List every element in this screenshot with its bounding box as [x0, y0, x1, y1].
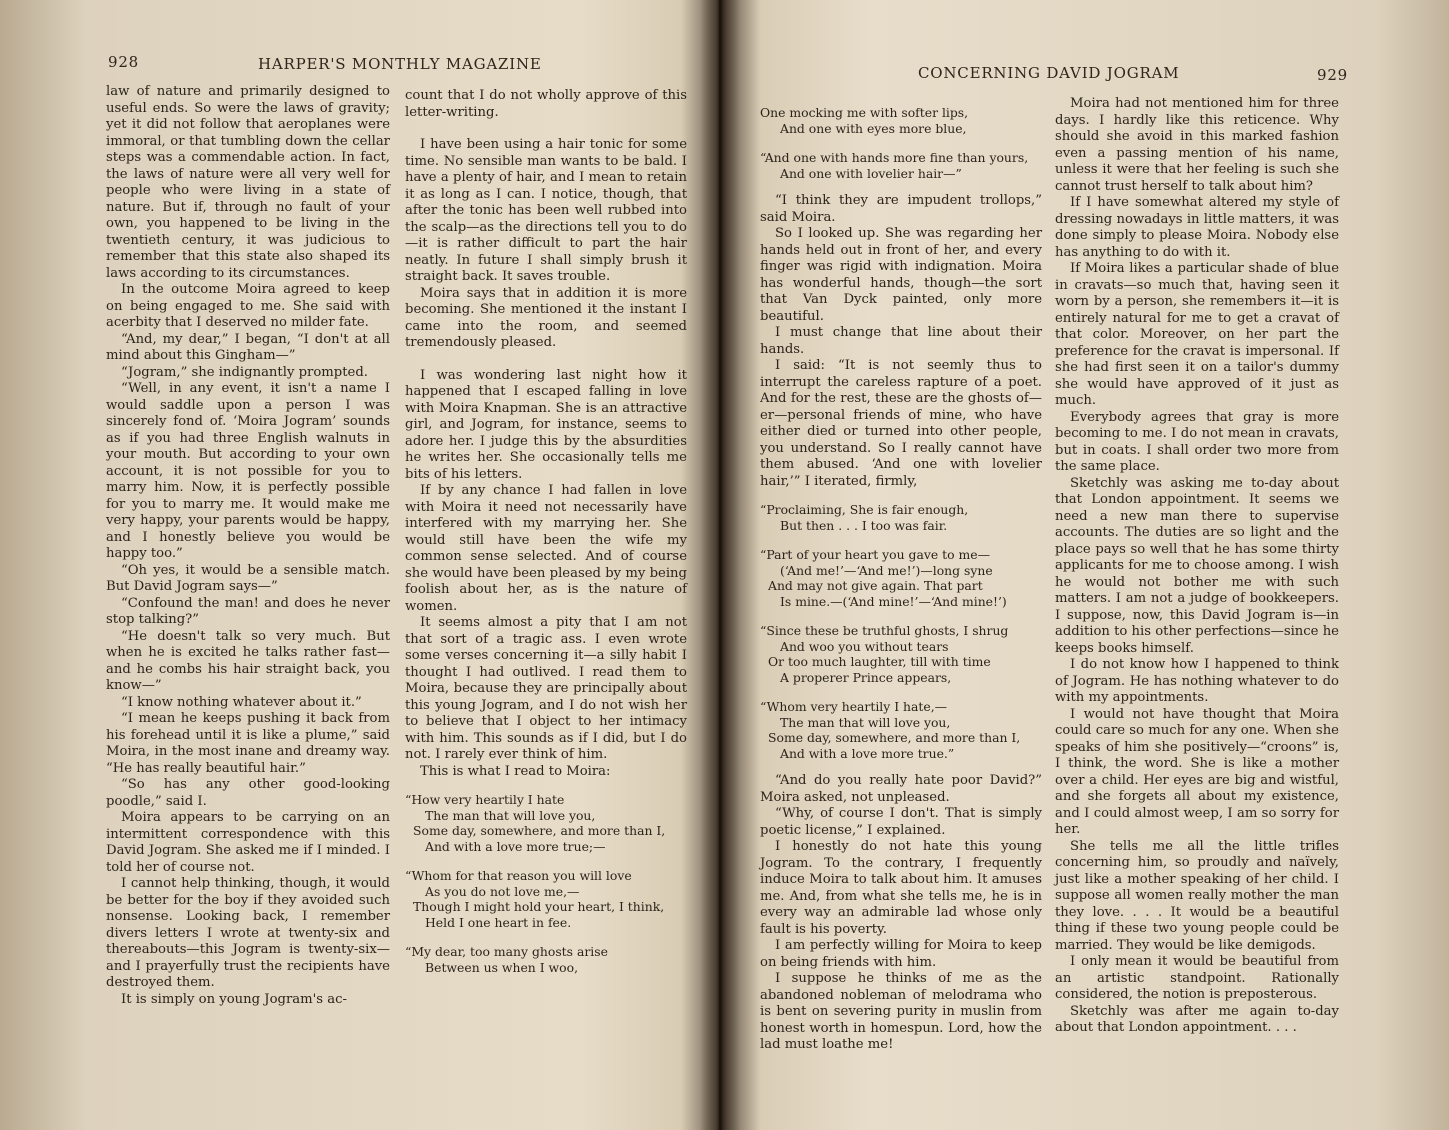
paragraph: “Why, of course I don't. That is simply poetic license,” I explained. [760, 806, 1042, 838]
book-gutter [700, 0, 740, 1130]
paragraph: It seems almost a pity that I am not that sort of a tragic ass. I even wrote some verses concerning it—a silly habit I thought I had outlived. I read them to Moira, because they are principally about this young Jogram, and I do not wish her to believe that I object to her intimacy with him. This sounds as if I did, but I do not. I rarely ever think of him. [405, 615, 687, 762]
paragraph: I am perfectly willing for Moira to keep on being friends with him. [760, 938, 1042, 970]
verse-line: Some day, somewhere, and more than I, [413, 823, 666, 838]
verse-line: A properer Prince appears, [780, 669, 952, 685]
right-running-head: CONCERNING DAVID JOGRAM [918, 64, 1180, 82]
paragraph: “So has any other good-looking poodle,” said I. [106, 777, 390, 809]
verse-line: “My dear, too many ghosts arise [405, 944, 608, 959]
right-page-number: 929 [1317, 66, 1349, 84]
poem-verses-continued [760, 105, 1042, 181]
verse-line: And with a love more true;— [425, 838, 606, 854]
paragraph: “I know nothing whatever about it.” [121, 694, 362, 710]
verse-line: “Part of your heart you gave to me— [760, 547, 990, 562]
verse-stanza [760, 150, 1042, 181]
right-page-column-1 [760, 93, 1042, 1054]
column-2-paragraphs [405, 88, 687, 780]
paragraph: It is simply on young Jogram's ac- [121, 991, 347, 1007]
paragraph: “Confound the man! and does he never stop talking?” [106, 595, 390, 627]
verse-stanza [760, 623, 1042, 685]
paragraph: “Well, in any event, it isn't a name I would saddle upon a person I was sincerely fond of. ‘Moira Jogram’ sounds as if you had three English walnuts in your mouth. But according to your own account, it is not possible for you to marry him. Now, it is perfectly possible for you to marry me. It would make me very happy, your parents would be happy, and I honestly believe you would be happy too.” [106, 381, 390, 561]
paragraph: “Jogram,” she indignantly prompted. [121, 364, 368, 380]
paragraph: law of nature and primarily designed to useful ends. So were the laws of gravity; yet it did not follow that aeroplanes were immoral, or that tumbling down the cellar steps was a commendable action. In fact, the laws of nature were all very well for people who were living in a state of nature. But if, through no fault of your own, you happened to be living in the twentieth century, it was judicious to remember that this state also shaped its laws according to its circumstances. [106, 84, 390, 281]
verse-line: Or too much laughter, till with time [768, 654, 991, 669]
left-page-column-2 [405, 88, 687, 987]
verse-line: Though I might hold your heart, I think, [413, 899, 665, 914]
paragraph: I must change that line about their hands. [760, 325, 1042, 357]
paragraph: “And do you really hate poor David?” Moira asked, not unpleased. [760, 773, 1042, 805]
verse-stanza [405, 944, 687, 975]
verse-line: (‘And me!’—‘And me!’)—long syne [780, 562, 993, 578]
verse-line: “Whom for that reason you will love [405, 868, 632, 883]
left-page-number: 928 [108, 53, 140, 71]
paragraph: I only mean it would be beautiful from an artistic standpoint. Rationally considered, the notion is preposterous. [1055, 954, 1339, 1002]
verse-line: “How very heartily I hate [405, 792, 565, 807]
paragraph: count that I do not wholly approve of this letter-writing. [405, 88, 687, 120]
verse-line: And one with lovelier hair—” [780, 165, 962, 181]
verse-line: But then . . . I too was fair. [780, 517, 948, 533]
verse-line: And one with eyes more blue, [780, 120, 967, 136]
paragraph: Moira says that in addition it is more becoming. She mentioned it the instant I came into the room, and seemed tremendously pleased. [405, 285, 687, 350]
paragraph: Sketchly was asking me to-day about that London appointment. It seems we need a new man there to supervise accounts. The duties are so light and the place pays so well that he has some thirty applicants for me to choose among. I wish he would not bother me with such matters. I am not a judge of bookkeepers. I suppose, now, this David Jogram is—in addition to his other perfections—since he keeps books himself. [1055, 475, 1339, 656]
left-page-column-1 [106, 84, 390, 1008]
paragraph: This is what I read to Moira: [420, 763, 611, 779]
paragraph: If by any chance I had fallen in love with Moira it need not necessarily have interfered with my marrying her. She would still have been the wife my common sense selected. And of course she would have been pleased by my being foolish about her, as is the nature of women. [405, 483, 687, 614]
verse-line: Some day, somewhere, and more than I, [768, 730, 1021, 745]
verse-line: Held I one heart in fee. [425, 914, 572, 930]
paragraph: I would not have thought that Moira could care so much for any one. When she speaks of him she positively—“croons” is, I think, the word. She is like a mother over a child. Her eyes are big and wistful, and she forgets all about my existence, and I could almost weep, I am so sorry for her. [1055, 706, 1339, 837]
paragraph: I honestly do not hate this young Jogram. To the contrary, I frequently induce Moira to talk about him. It amuses me. And, from what she tells me, he is in every way an admirable lad whose only fault is his poverty. [760, 839, 1042, 937]
verse-stanza [405, 868, 687, 930]
column-3-paragraphs-a [760, 193, 1042, 490]
paragraph: “Oh yes, it would be a sensible match. But David Jogram says—” [106, 562, 390, 594]
paragraph: Sketchly was after me again to-day about that London appointment. . . . [1055, 1003, 1339, 1035]
verse-line: The man that will love you, [425, 807, 596, 823]
paragraph: Everybody agrees that gray is more becoming to me. I do not mean in cravats, but in coats. I shall order two more from the same place. [1055, 409, 1339, 474]
column-3-paragraphs-b [760, 773, 1042, 1054]
verse-line: Is mine.—(‘And mine!’—‘And mine!’) [780, 593, 1007, 609]
verse-line: One mocking me with softer lips, [760, 105, 969, 120]
right-page-column-2 [1055, 96, 1339, 1037]
verse-line: Between us when I woo, [425, 959, 579, 975]
left-running-head: HARPER'S MONTHLY MAGAZINE [258, 55, 542, 73]
paragraph: I was wondering last night how it happened that I escaped falling in love with Moira Knapman. She is an attractive girl, and Jogram, for instance, seems to adore her. I judge this by the absurdities he writes her. She occasionally tells me bits of his letters. [405, 367, 687, 482]
paragraph: If Moira likes a particular shade of blue in cravats—so much that, having seen it worn by a person, she remembers it—it is entirely natural for me to get a cravat of that color. Moreover, on her part the preference for the cravat is impersonal. If she had first seen it on a tailor's dummy she would have approved of it just as much. [1055, 261, 1339, 408]
verse-line: And may not give again. That part [768, 578, 983, 593]
poem-verses-recited [760, 502, 1042, 761]
paragraph: In the outcome Moira agreed to keep on being engaged to me. She said with acerbity that I deserved no milder fate. [106, 282, 390, 330]
paragraph: I suppose he thinks of me as the abandoned nobleman of melodrama who is bent on severing purity in muslin from honest worth in homespun. Lord, how the lad must loathe me! [760, 971, 1042, 1052]
paragraph: Moira appears to be carrying on an intermittent correspondence with this David Jogram. She asked me if I minded. I told her of course not. [106, 810, 390, 875]
verse-line: “Since these be truthful ghosts, I shrug [760, 623, 1009, 638]
verse-line: “And one with hands more fine than yours, [760, 150, 1029, 165]
paragraph: “I think they are impudent trollops,” said Moira. [760, 193, 1042, 225]
paragraph: She tells me all the little trifles concerning him, so proudly and naïvely, just like a mother speaking of her child. I suppose all women really mother the man they love. . . . It would be a beautiful thing if these two young people could be married. They would be like demigods. [1055, 838, 1339, 953]
poem-verses [405, 792, 687, 975]
verse-line: “Whom very heartily I hate,— [760, 699, 948, 714]
verse-stanza [760, 105, 1042, 136]
paragraph: “I mean he keeps pushing it back from his forehead until it is like a plume,” said Moira, in the most inane and dreamy way. “He has really beautiful hair.” [106, 711, 390, 776]
verse-line: And woo you without tears [780, 638, 949, 654]
verse-line: “Proclaiming, She is fair enough, [760, 502, 969, 517]
paragraph: So I looked up. She was regarding her hands held out in front of her, and every finger was rigid with indignation. Moira has wonderful hands, though—the sort that Van Dyck painted, only more beautiful. [760, 226, 1042, 324]
paragraph: I have been using a hair tonic for some time. No sensible man wants to be bald. I have a plenty of hair, and I mean to retain it as long as I can. I notice, though, that after the tonic has been well rubbed into the scalp—as the directions tell you to do—it is rather difficult to part the hair neatly. In future I shall simply brush it straight back. It saves trouble. [405, 137, 687, 284]
verse-stanza [760, 699, 1042, 761]
paragraph: If I have somewhat altered my style of dressing nowadays in little matters, it was done simply to please Moira. Nobody else has anything to do with it. [1055, 195, 1339, 260]
paragraph: I said: “It is not seemly thus to interrupt the careless rapture of a poet. And for the rest, these are the ghosts of—er—personal friends of mine, who have either died or turned into other people, you understand. So I really cannot have them abused. ‘And one with lovelier hair,’” I iterated, firmly, [760, 358, 1042, 489]
paragraph: “He doesn't talk so very much. But when he is excited he talks rather fast—and he combs his hair straight back, you know—” [106, 628, 390, 693]
verse-line: And with a love more true.” [780, 745, 955, 761]
verse-stanza [760, 502, 1042, 533]
verse-line: The man that will love you, [780, 714, 951, 730]
paragraph: I cannot help thinking, though, it would be better for the boy if they avoided such nonsense. Looking back, I remember divers letters I wrote at twenty-six and thereabouts—this Jogram is twenty-six—and I prayerfully trust the recipients have destroyed them. [106, 876, 390, 990]
verse-stanza [760, 547, 1042, 609]
paragraph: “And, my dear,” I began, “I don't at all mind about this Gingham—” [106, 331, 390, 363]
verse-line: As you do not love me,— [425, 883, 580, 899]
paragraph: I do not know how I happened to think of Jogram. He has nothing whatever to do with my appointments. [1055, 657, 1339, 705]
paragraph: Moira had not mentioned him for three days. I hardly like this reticence. Why should she avoid in this marked fashion even a passing mention of his name, unless it were that her feeling is such she cannot trust herself to talk about him? [1055, 96, 1339, 194]
verse-stanza [405, 792, 687, 854]
